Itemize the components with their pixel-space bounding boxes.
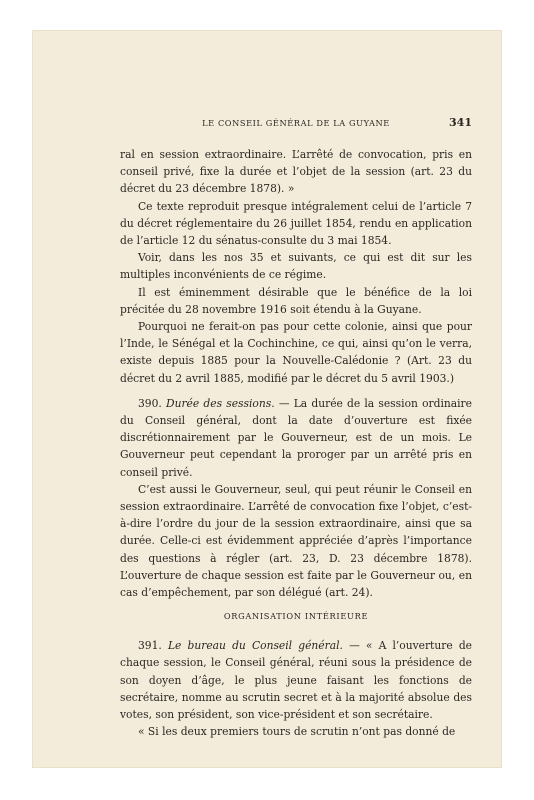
section-title: Durée des sessions.	[166, 396, 275, 410]
book-page	[120, 116, 472, 741]
section-number: 391.	[138, 639, 162, 653]
section-body: — « A l’ouverture de chaque session, le Conseil général, réuni sous la présidence de son doyen d’âge, le plus jeune faisant les fonctions de secrétaire, nomme au scrutin secret et à la majorité absolue des votes, son président, son vice-président et son secrétaire.	[120, 639, 472, 722]
paragraph: ral en session extraordinaire. L’arrêté de convocation, pris en conseil privé, fixe la durée et l’objet de la session (art. 23 du décret du 23 décembre 1878). »	[120, 148, 472, 196]
paragraph: Il est éminemment désirable que le bénéfice de la loi précitée du 28 novembre 1916 soit étendu à la Guyane.	[120, 285, 472, 316]
paragraph: C’est aussi le Gouverneur, seul, qui peut réunir le Conseil en session extraordinaire. L’arrêté de convocation fixe l’objet, c’est-à-dire l’ordre du jour de la session extraordinaire, ainsi que sa durée. Celle-ci est évidemment appréciée d’après l’importance des questions à régler (art. 23, D. 23 décembre 1878). L’ouverture de chaque session est faite par le Gouverneur ou, en cas d’empêchement, par son délégué (art. 24).	[120, 482, 472, 600]
section-number: 390.	[138, 396, 162, 410]
paragraph: « Si les deux premiers tours de scrutin n’ont pas donné de	[138, 725, 456, 739]
section-390-paragraph	[120, 395, 472, 481]
running-title: LE CONSEIL GÉNÉRAL DE LA GUYANE	[202, 118, 390, 128]
spacer	[120, 387, 472, 395]
section-title: Le bureau du Conseil général.	[167, 639, 343, 653]
page-sheet	[32, 30, 502, 768]
section-body: — La durée de la session ordinaire du Conseil général, dont la date d’ouverture est fixée discrétionnairement par le Gouverneur, est de un mois. Le Gouverneur peut cependant la proroger par un arrêté pris en conseil privé.	[120, 396, 472, 479]
paragraph: Voir, dans les nos 35 et suivants, ce qui est dit sur les multiples inconvénients de ce régime.	[120, 251, 472, 282]
section-391-paragraph	[120, 637, 472, 723]
subheading: ORGANISATION INTÉRIEURE	[223, 611, 369, 622]
page-number: 341	[449, 116, 472, 129]
paragraph: Ce texte reproduit presque intégralement celui de l’article 7 du décret réglementaire du 26 juillet 1854, rendu en application de l’article 12 du sénatus-consulte du 3 mai 1854.	[120, 199, 472, 248]
running-header	[120, 116, 472, 134]
paragraph: Pourquoi ne ferait-on pas pour cette colonie, ainsi que pour l’Inde, le Sénégal et la Cochinchine, ce qui, ainsi qu’on le verra, existe depuis 1885 pour la Nouvelle-Calédonie ? (Art. 23 du décret du 2 avril 1885, modifié par le décret du 5 avril 1903.)	[120, 320, 472, 385]
